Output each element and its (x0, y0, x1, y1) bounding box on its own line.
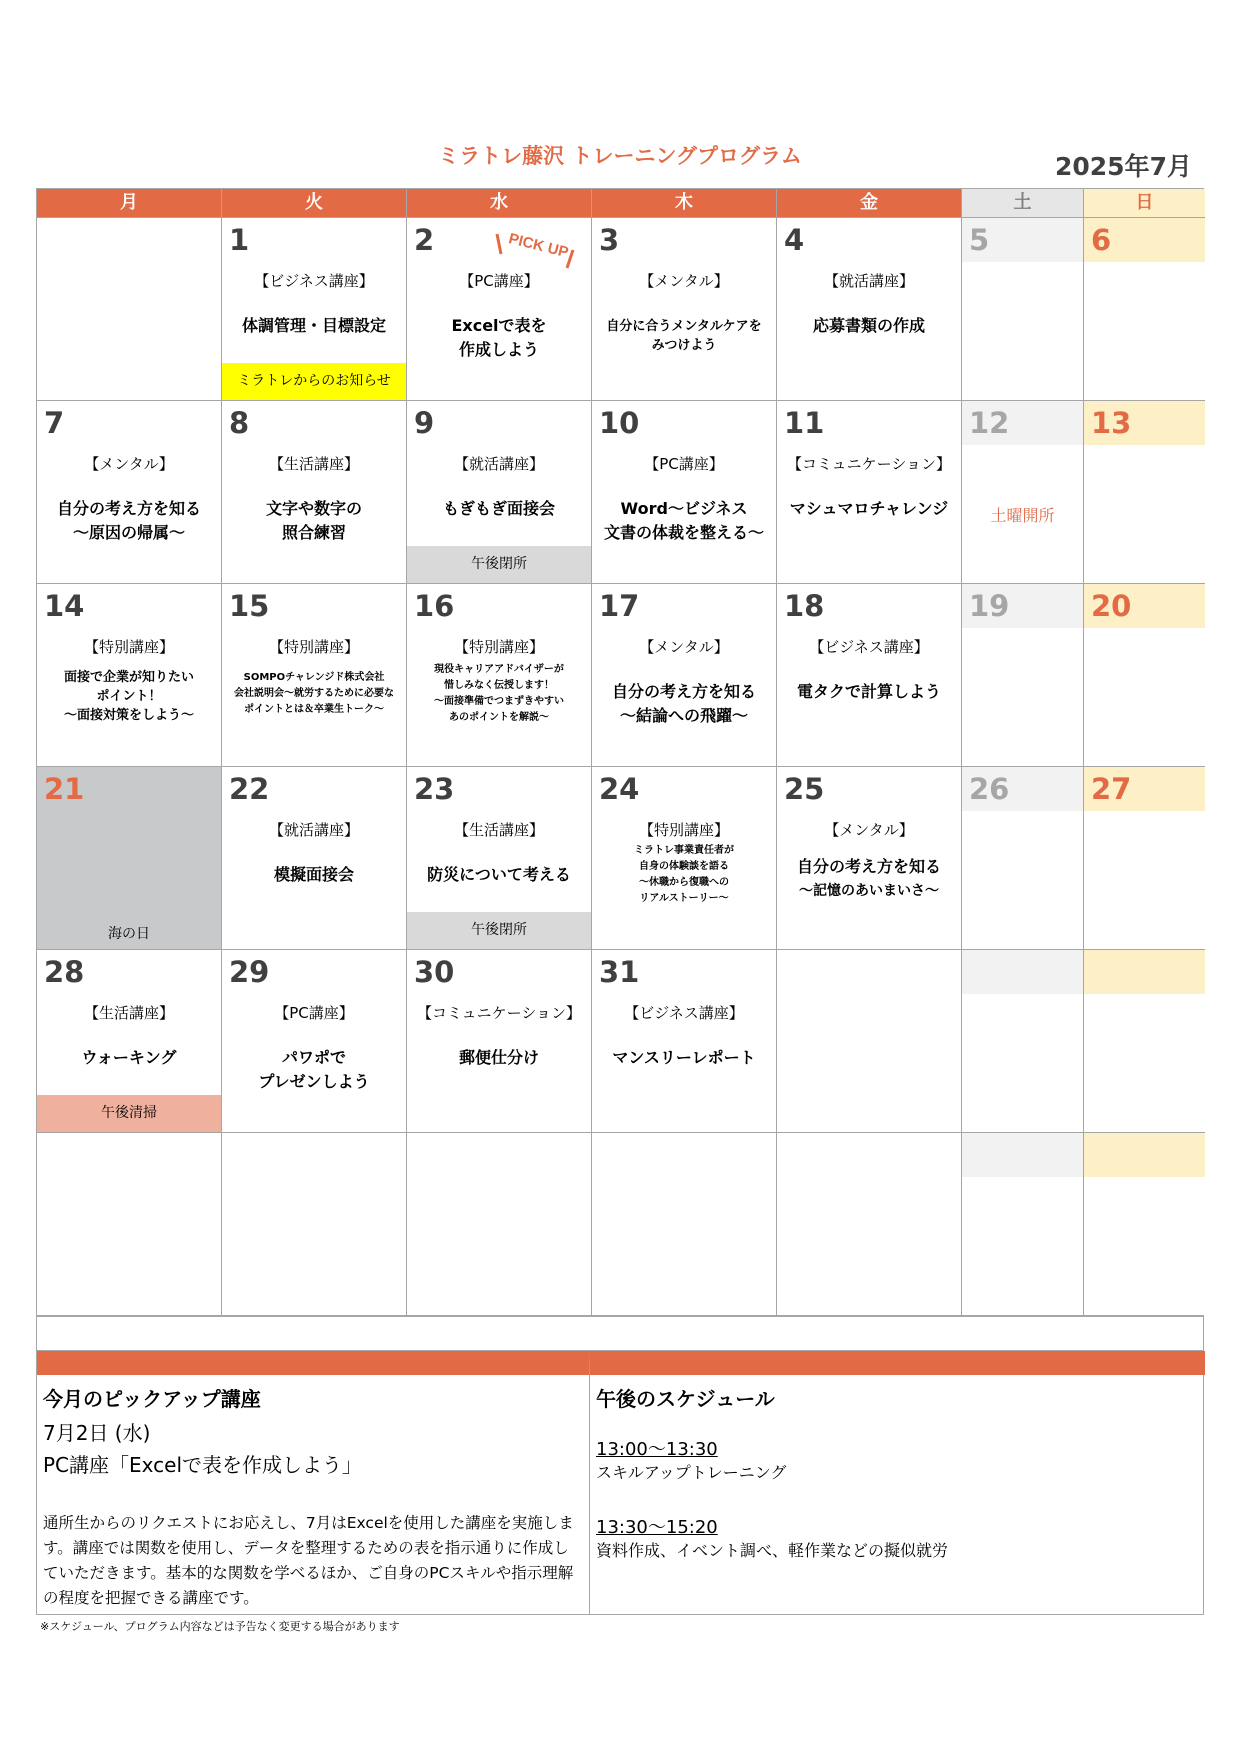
day-cell-26 (962, 766, 1084, 949)
topic-line: Word～ビジネス (620, 499, 748, 518)
topic-line: 自分の考え方を知る (611, 682, 756, 701)
course-topic (41, 497, 217, 545)
course-category: 【PC講座】 (459, 272, 539, 290)
day-number: 19 (969, 589, 1010, 623)
day-number: 31 (599, 955, 640, 989)
calendar (36, 188, 1204, 1316)
day-cell-29 (222, 949, 407, 1132)
course-topic: マンスリーレポート (612, 1048, 756, 1067)
course-topic (596, 680, 772, 728)
day-cell-17 (592, 583, 777, 766)
course-topic: 応募書類の作成 (812, 316, 925, 335)
course-topic (596, 317, 772, 355)
day-cell-25 (777, 766, 962, 949)
day-number: 12 (969, 406, 1010, 440)
closure-band: 午後閉所 (407, 912, 591, 949)
day-number: 22 (229, 772, 270, 806)
day-cell-3 (592, 217, 777, 400)
course-topic (781, 855, 957, 903)
day-number: 20 (1091, 589, 1132, 623)
day-number: 29 (229, 955, 270, 989)
day-cell-2 (407, 217, 592, 400)
day-cell-21 (37, 766, 222, 949)
topic-line: 作成しよう (458, 340, 539, 359)
topic-line: リアルストーリー～ (639, 893, 729, 904)
pickup-heading: 今月のピックアップ講座 (43, 1387, 261, 1411)
schedule-heading: 午後のスケジュール (596, 1387, 775, 1411)
pickup-stamp (491, 228, 583, 272)
course-category: 【PC講座】 (644, 455, 724, 473)
course-category: 【就活講座】 (453, 455, 544, 473)
day-cell-empty (222, 1132, 407, 1315)
day-cell-empty (1084, 1132, 1205, 1315)
course-category: 【コミュニケーション】 (786, 455, 952, 473)
day-number: 10 (599, 406, 640, 440)
day-cell-14 (37, 583, 222, 766)
day-cell-12 (962, 400, 1084, 583)
day-number: 8 (229, 406, 250, 440)
day-number: 26 (969, 772, 1010, 806)
course-category: 【コミュニケーション】 (416, 1004, 582, 1022)
day-cell-15 (222, 583, 407, 766)
course-topic (41, 668, 217, 725)
day-number: 17 (599, 589, 640, 623)
footnote: ※スケジュール、プログラム内容などは予告なく変更する場合があります (40, 1620, 400, 1633)
day-cell-30 (407, 949, 592, 1132)
topic-line: 自分の考え方を知る (56, 499, 201, 518)
course-topic: マシュマロチャレンジ (789, 499, 949, 518)
day-cell-20 (1084, 583, 1205, 766)
topic-line: パワポで (281, 1048, 346, 1067)
course-category: 【メンタル】 (824, 821, 914, 839)
day-number: 30 (414, 955, 455, 989)
topic-line: Excelで表を (451, 316, 547, 335)
topic-line: 自身の体験談を語る (639, 861, 729, 872)
day-number: 25 (784, 772, 825, 806)
day-number: 23 (414, 772, 455, 806)
course-topic: 郵便仕分け (458, 1048, 539, 1067)
day-cell-5 (962, 217, 1084, 400)
course-category: 【就活講座】 (268, 821, 359, 839)
cleaning-band: 午後清掃 (37, 1095, 221, 1132)
day-cell-22 (222, 766, 407, 949)
day-number: 7 (44, 406, 65, 440)
topic-line: みつけよう (651, 338, 717, 353)
month-label: 2025年7月 (1055, 152, 1192, 181)
weekday-sat: 土 (962, 189, 1084, 217)
closure-band: 午後閉所 (407, 546, 591, 583)
info-section (36, 1350, 1204, 1615)
course-topic (411, 314, 587, 362)
course-topic (226, 1046, 402, 1094)
day-cell-23 (407, 766, 592, 949)
topic-line: あのポイントを解説～ (449, 712, 549, 723)
day-cell-empty (1084, 949, 1205, 1132)
topic-line: 面接で企業が知りたい (63, 670, 194, 685)
day-number: 15 (229, 589, 270, 623)
day-number: 14 (44, 589, 85, 623)
pickup-date: 7月2日 (水) (43, 1421, 151, 1445)
pickup-stamp-text: PICK UP (506, 230, 571, 262)
weekday-sun: 日 (1084, 189, 1205, 217)
topic-line: ～原因の帰属～ (72, 523, 185, 542)
course-topic (226, 497, 402, 545)
weekday-header (37, 189, 1203, 217)
day-cell-1 (222, 217, 407, 400)
day-cell-empty (37, 217, 222, 400)
course-category: 【ビジネス講座】 (809, 638, 929, 656)
day-number: 16 (414, 589, 455, 623)
weekday-thu: 木 (592, 189, 777, 217)
day-cell-13 (1084, 400, 1205, 583)
weekday-mon: 月 (37, 189, 222, 217)
course-topic (596, 497, 772, 545)
course-topic: 防災について考える (427, 865, 571, 884)
day-number: 3 (599, 223, 620, 257)
course-category: 【生活講座】 (268, 455, 359, 473)
course-category: 【特別講座】 (268, 638, 359, 656)
day-cell-empty (37, 1132, 222, 1315)
topic-line: ポイント！ (96, 689, 162, 704)
day-cell-empty (962, 1132, 1084, 1315)
course-topic: 模擬面接会 (273, 865, 354, 884)
course-topic: ウォーキング (81, 1048, 177, 1067)
course-category: 【特別講座】 (83, 638, 174, 656)
pickup-panel (37, 1351, 590, 1614)
course-category: 【メンタル】 (84, 455, 174, 473)
topic-line: 現役キャリアアドバイザーが (434, 664, 564, 675)
day-number: 2 (414, 223, 435, 257)
course-category: 【生活講座】 (83, 1004, 174, 1022)
day-cell-18 (777, 583, 962, 766)
day-number: 24 (599, 772, 640, 806)
course-topic: 電タクで計算しよう (796, 682, 941, 701)
course-category: 【就活講座】 (823, 272, 914, 290)
topic-line: 会社説明会～就労するために必要な (234, 688, 394, 699)
holiday-name: 海の日 (108, 926, 150, 942)
day-cell-24 (592, 766, 777, 949)
program-title: ミラトレ藤沢 トレーニングプログラム (438, 144, 802, 168)
topic-line: ～面接対策をしよう～ (63, 708, 194, 723)
day-number: 9 (414, 406, 435, 440)
day-cell-4 (777, 217, 962, 400)
day-number: 6 (1091, 223, 1112, 257)
schedule-desc-2: 資料作成、イベント調べ、軽作業などの擬似就労 (596, 1541, 949, 1560)
day-cell-empty (407, 1132, 592, 1315)
topic-line: 文字や数字の (265, 499, 362, 518)
schedule-time-2: 13:30～15:20 (596, 1517, 718, 1538)
topic-line: ～結論への飛躍～ (619, 706, 748, 725)
course-category: 【特別講座】 (638, 821, 729, 839)
topic-line: ～面接準備でつまずきやすい (434, 696, 564, 707)
weekday-tue: 火 (222, 189, 407, 217)
course-category: 【PC講座】 (274, 1004, 354, 1022)
course-category: 【メンタル】 (639, 638, 729, 656)
day-cell-19 (962, 583, 1084, 766)
day-cell-31 (592, 949, 777, 1132)
course-topic (596, 843, 772, 907)
day-number: 5 (969, 223, 990, 257)
course-topic: 体調管理・目標設定 (241, 316, 386, 335)
day-cell-28 (37, 949, 222, 1132)
course-category: 【メンタル】 (639, 272, 729, 290)
day-number: 18 (784, 589, 825, 623)
pickup-course: PC講座「Excelで表を作成しよう」 (43, 1453, 363, 1477)
day-number: 28 (44, 955, 85, 989)
calendar-grid (37, 217, 1203, 1315)
topic-line: ～記憶のあいまいさ～ (799, 883, 939, 899)
topic-line: 自分に合うメンタルケアを (606, 319, 762, 334)
day-number: 27 (1091, 772, 1132, 806)
saturday-open-note: 土曜開所 (990, 506, 1055, 525)
course-topic: もぎもぎ面接会 (442, 499, 555, 518)
day-cell-10 (592, 400, 777, 583)
topic-line: ポイントとは＆卒業生トーク～ (244, 704, 384, 715)
afternoon-schedule-panel (590, 1351, 1205, 1614)
topic-line: 文書の体裁を整える～ (603, 523, 764, 542)
topic-line: 照合練習 (281, 523, 346, 542)
day-cell-9 (407, 400, 592, 583)
weekday-wed: 水 (407, 189, 592, 217)
day-cell-empty (592, 1132, 777, 1315)
day-number: 13 (1091, 406, 1132, 440)
schedule-time-1: 13:00～13:30 (596, 1439, 718, 1460)
day-cell-empty (777, 949, 962, 1132)
pickup-description: 通所生からのリクエストにお応えし、7月はExcelを使用した講座を実施します。講座では関数を使用し、データを整理するための表を指示通りに作成していただきます。基本的な関数を学べるほか、ご自身のPCスキルや指示理解の程度を把握できる講座です。 (43, 1514, 574, 1607)
course-category: 【ビジネス講座】 (624, 1004, 744, 1022)
day-cell-11 (777, 400, 962, 583)
course-category: 【特別講座】 (453, 638, 544, 656)
schedule-desc-1: スキルアップトレーニング (596, 1463, 787, 1482)
course-topic (411, 662, 587, 726)
weekday-fri: 金 (777, 189, 962, 217)
day-cell-16 (407, 583, 592, 766)
day-cell-8 (222, 400, 407, 583)
topic-line: SOMPOチャレンジド株式会社 (243, 672, 385, 683)
day-number: 1 (229, 223, 250, 257)
day-cell-empty (777, 1132, 962, 1315)
day-number: 11 (784, 406, 825, 440)
day-cell-empty (962, 949, 1084, 1132)
day-cell-7 (37, 400, 222, 583)
day-number: 21 (44, 772, 85, 806)
course-topic (226, 670, 402, 718)
day-number: 4 (784, 223, 805, 257)
notice-band: ミラトレからのお知らせ (222, 363, 406, 400)
topic-line: ～休職から復職への (639, 877, 729, 888)
course-category: 【生活講座】 (453, 821, 544, 839)
calendar-spacer-row (36, 1316, 1204, 1350)
day-cell-27 (1084, 766, 1205, 949)
course-category: 【ビジネス講座】 (254, 272, 374, 290)
day-cell-6 (1084, 217, 1205, 400)
topic-line: 惜しみなく伝授します！ (444, 680, 554, 691)
topic-line: ミラトレ事業責任者が (634, 845, 734, 856)
topic-line: プレゼンしよう (258, 1072, 370, 1091)
topic-line: 自分の考え方を知る (796, 857, 941, 876)
